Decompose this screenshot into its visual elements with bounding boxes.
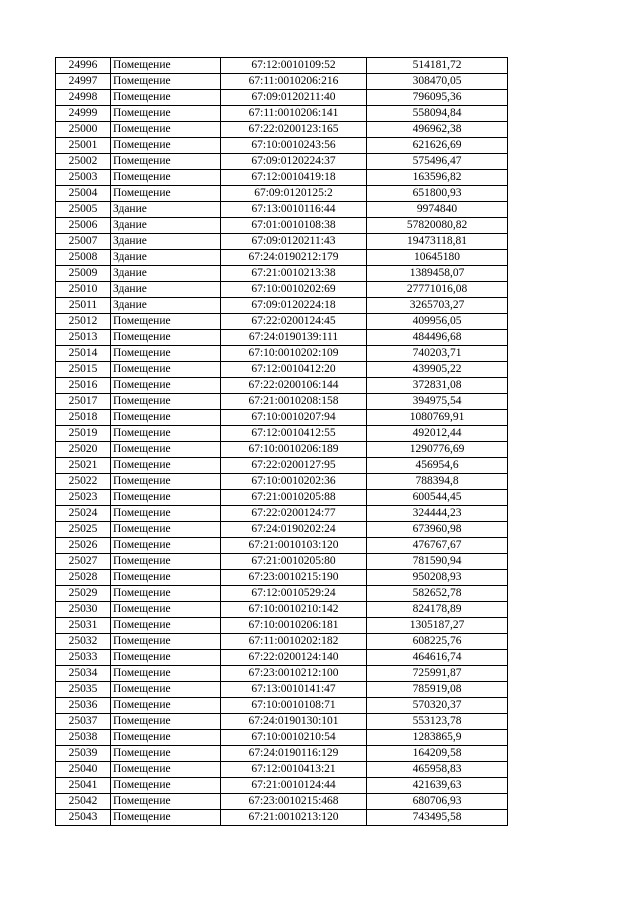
table-row [56, 618, 508, 634]
cadastral-value-cell: 19473118,81 [367, 234, 508, 250]
cadastral-number-cell: 67:09:0120211:40 [221, 90, 367, 106]
table-row [56, 218, 508, 234]
object-type-cell: Помещение [111, 522, 221, 538]
row-number-cell: 25017 [56, 394, 111, 410]
table-row [56, 122, 508, 138]
row-number-cell: 24999 [56, 106, 111, 122]
table-row [56, 698, 508, 714]
cadastral-value-cell: 10645180 [367, 250, 508, 266]
object-type-cell: Помещение [111, 586, 221, 602]
row-number-cell: 25019 [56, 426, 111, 442]
object-type-cell: Помещение [111, 794, 221, 810]
table-row [56, 602, 508, 618]
object-type-cell: Помещение [111, 778, 221, 794]
cadastral-number-cell: 67:21:0010124:44 [221, 778, 367, 794]
table-row [56, 458, 508, 474]
cadastral-value-cell: 673960,98 [367, 522, 508, 538]
cadastral-value-cell: 575496,47 [367, 154, 508, 170]
cadastral-value-cell: 621626,69 [367, 138, 508, 154]
cadastral-number-cell: 67:24:0190212:179 [221, 250, 367, 266]
row-number-cell: 25015 [56, 362, 111, 378]
cadastral-value-cell: 608225,76 [367, 634, 508, 650]
row-number-cell: 25005 [56, 202, 111, 218]
cadastral-value-cell: 394975,54 [367, 394, 508, 410]
cadastral-value-cell: 788394,8 [367, 474, 508, 490]
table-body [56, 58, 508, 826]
cadastral-value-cell: 372831,08 [367, 378, 508, 394]
object-type-cell: Помещение [111, 666, 221, 682]
object-type-cell: Помещение [111, 650, 221, 666]
cadastral-number-cell: 67:10:0010202:109 [221, 346, 367, 362]
row-number-cell: 25001 [56, 138, 111, 154]
table-row [56, 90, 508, 106]
cadastral-number-cell: 67:12:0010529:24 [221, 586, 367, 602]
object-type-cell: Помещение [111, 730, 221, 746]
object-type-cell: Помещение [111, 634, 221, 650]
row-number-cell: 25023 [56, 490, 111, 506]
row-number-cell: 25041 [56, 778, 111, 794]
cadastral-number-cell: 67:11:0010206:216 [221, 74, 367, 90]
row-number-cell: 24998 [56, 90, 111, 106]
object-type-cell: Помещение [111, 762, 221, 778]
table-row [56, 650, 508, 666]
row-number-cell: 25029 [56, 586, 111, 602]
cadastral-number-cell: 67:12:0010109:52 [221, 58, 367, 74]
object-type-cell: Здание [111, 202, 221, 218]
table-row [56, 58, 508, 74]
object-type-cell: Помещение [111, 538, 221, 554]
row-number-cell: 25021 [56, 458, 111, 474]
cadastral-number-cell: 67:11:0010202:182 [221, 634, 367, 650]
object-type-cell: Помещение [111, 698, 221, 714]
cadastral-value-cell: 796095,36 [367, 90, 508, 106]
table-row [56, 138, 508, 154]
cadastral-value-cell: 496962,38 [367, 122, 508, 138]
table-row [56, 666, 508, 682]
cadastral-value-cell: 781590,94 [367, 554, 508, 570]
cadastral-value-cell: 27771016,08 [367, 282, 508, 298]
cadastral-number-cell: 67:12:0010419:18 [221, 170, 367, 186]
row-number-cell: 25011 [56, 298, 111, 314]
cadastral-value-cell: 950208,93 [367, 570, 508, 586]
object-type-cell: Помещение [111, 458, 221, 474]
cadastral-value-cell: 785919,08 [367, 682, 508, 698]
cadastral-value-cell: 1283865,9 [367, 730, 508, 746]
table-row [56, 394, 508, 410]
cadastral-number-cell: 67:09:0120224:18 [221, 298, 367, 314]
object-type-cell: Помещение [111, 442, 221, 458]
cadastral-number-cell: 67:21:0010208:158 [221, 394, 367, 410]
cadastral-value-cell: 570320,37 [367, 698, 508, 714]
cadastral-number-cell: 67:13:0010116:44 [221, 202, 367, 218]
cadastral-number-cell: 67:12:0010413:21 [221, 762, 367, 778]
cadastral-number-cell: 67:23:0010215:468 [221, 794, 367, 810]
table-row [56, 570, 508, 586]
table-row [56, 170, 508, 186]
table-row [56, 426, 508, 442]
cadastral-number-cell: 67:10:0010243:56 [221, 138, 367, 154]
object-type-cell: Здание [111, 218, 221, 234]
row-number-cell: 25009 [56, 266, 111, 282]
row-number-cell: 25002 [56, 154, 111, 170]
row-number-cell: 25039 [56, 746, 111, 762]
cadastral-value-cell: 553123,78 [367, 714, 508, 730]
table-row [56, 282, 508, 298]
row-number-cell: 25020 [56, 442, 111, 458]
cadastral-value-cell: 740203,71 [367, 346, 508, 362]
object-type-cell: Помещение [111, 714, 221, 730]
cadastral-number-cell: 67:10:0010210:54 [221, 730, 367, 746]
object-type-cell: Помещение [111, 394, 221, 410]
row-number-cell: 25030 [56, 602, 111, 618]
cadastral-number-cell: 67:11:0010206:141 [221, 106, 367, 122]
cadastral-value-cell: 651800,93 [367, 186, 508, 202]
row-number-cell: 25034 [56, 666, 111, 682]
property-table [55, 57, 508, 826]
row-number-cell: 25037 [56, 714, 111, 730]
cadastral-number-cell: 67:22:0200123:165 [221, 122, 367, 138]
object-type-cell: Помещение [111, 122, 221, 138]
object-type-cell: Помещение [111, 314, 221, 330]
object-type-cell: Помещение [111, 490, 221, 506]
row-number-cell: 25018 [56, 410, 111, 426]
cadastral-number-cell: 67:10:0010202:36 [221, 474, 367, 490]
object-type-cell: Помещение [111, 506, 221, 522]
cadastral-number-cell: 67:10:0010207:94 [221, 410, 367, 426]
cadastral-number-cell: 67:22:0200124:45 [221, 314, 367, 330]
cadastral-value-cell: 164209,58 [367, 746, 508, 762]
cadastral-number-cell: 67:22:0200124:77 [221, 506, 367, 522]
cadastral-value-cell: 9974840 [367, 202, 508, 218]
cadastral-value-cell: 600544,45 [367, 490, 508, 506]
table-row [56, 74, 508, 90]
cadastral-number-cell: 67:13:0010141:47 [221, 682, 367, 698]
row-number-cell: 25008 [56, 250, 111, 266]
object-type-cell: Помещение [111, 186, 221, 202]
cadastral-value-cell: 824178,89 [367, 602, 508, 618]
cadastral-number-cell: 67:21:0010205:88 [221, 490, 367, 506]
table-row [56, 106, 508, 122]
row-number-cell: 24997 [56, 74, 111, 90]
object-type-cell: Здание [111, 266, 221, 282]
cadastral-value-cell: 308470,05 [367, 74, 508, 90]
row-number-cell: 25026 [56, 538, 111, 554]
table-row [56, 634, 508, 650]
row-number-cell: 25033 [56, 650, 111, 666]
cadastral-value-cell: 1305187,27 [367, 618, 508, 634]
cadastral-value-cell: 465958,83 [367, 762, 508, 778]
table-row [56, 154, 508, 170]
table-row [56, 538, 508, 554]
cadastral-number-cell: 67:09:0120224:37 [221, 154, 367, 170]
object-type-cell: Помещение [111, 618, 221, 634]
row-number-cell: 24996 [56, 58, 111, 74]
object-type-cell: Помещение [111, 570, 221, 586]
cadastral-number-cell: 67:23:0010212:100 [221, 666, 367, 682]
cadastral-number-cell: 67:12:0010412:55 [221, 426, 367, 442]
object-type-cell: Помещение [111, 74, 221, 90]
cadastral-number-cell: 67:21:0010205:80 [221, 554, 367, 570]
table-row [56, 490, 508, 506]
object-type-cell: Здание [111, 298, 221, 314]
cadastral-value-cell: 409956,05 [367, 314, 508, 330]
cadastral-value-cell: 558094,84 [367, 106, 508, 122]
object-type-cell: Помещение [111, 154, 221, 170]
cadastral-value-cell: 1389458,07 [367, 266, 508, 282]
cadastral-value-cell: 464616,74 [367, 650, 508, 666]
row-number-cell: 25028 [56, 570, 111, 586]
row-number-cell: 25014 [56, 346, 111, 362]
cadastral-number-cell: 67:12:0010412:20 [221, 362, 367, 378]
cadastral-number-cell: 67:22:0200124:140 [221, 650, 367, 666]
cadastral-number-cell: 67:09:0120125:2 [221, 186, 367, 202]
object-type-cell: Помещение [111, 746, 221, 762]
cadastral-number-cell: 67:10:0010206:181 [221, 618, 367, 634]
object-type-cell: Помещение [111, 554, 221, 570]
row-number-cell: 25027 [56, 554, 111, 570]
cadastral-value-cell: 514181,72 [367, 58, 508, 74]
table-row [56, 202, 508, 218]
cadastral-number-cell: 67:21:0010213:38 [221, 266, 367, 282]
object-type-cell: Помещение [111, 138, 221, 154]
cadastral-number-cell: 67:24:0190139:111 [221, 330, 367, 346]
cadastral-number-cell: 67:01:0010108:38 [221, 218, 367, 234]
cadastral-number-cell: 67:10:0010202:69 [221, 282, 367, 298]
row-number-cell: 25003 [56, 170, 111, 186]
table-row [56, 250, 508, 266]
row-number-cell: 25006 [56, 218, 111, 234]
cadastral-value-cell: 439905,22 [367, 362, 508, 378]
cadastral-value-cell: 57820080,82 [367, 218, 508, 234]
table-row [56, 762, 508, 778]
table-row [56, 586, 508, 602]
table-row [56, 810, 508, 826]
table-row [56, 234, 508, 250]
table-row [56, 730, 508, 746]
cadastral-number-cell: 67:24:0190130:101 [221, 714, 367, 730]
cadastral-number-cell: 67:22:0200106:144 [221, 378, 367, 394]
cadastral-value-cell: 1080769,91 [367, 410, 508, 426]
cadastral-number-cell: 67:23:0010215:190 [221, 570, 367, 586]
row-number-cell: 25016 [56, 378, 111, 394]
row-number-cell: 25043 [56, 810, 111, 826]
row-number-cell: 25013 [56, 330, 111, 346]
table-row [56, 298, 508, 314]
cadastral-value-cell: 456954,6 [367, 458, 508, 474]
object-type-cell: Здание [111, 234, 221, 250]
object-type-cell: Помещение [111, 474, 221, 490]
table-row [56, 474, 508, 490]
table-row [56, 682, 508, 698]
object-type-cell: Здание [111, 250, 221, 266]
table-row [56, 378, 508, 394]
cadastral-value-cell: 725991,87 [367, 666, 508, 682]
row-number-cell: 25012 [56, 314, 111, 330]
row-number-cell: 25035 [56, 682, 111, 698]
object-type-cell: Помещение [111, 90, 221, 106]
object-type-cell: Помещение [111, 410, 221, 426]
object-type-cell: Помещение [111, 330, 221, 346]
cadastral-number-cell: 67:22:0200127:95 [221, 458, 367, 474]
cadastral-value-cell: 484496,68 [367, 330, 508, 346]
table-row [56, 522, 508, 538]
object-type-cell: Помещение [111, 810, 221, 826]
row-number-cell: 25000 [56, 122, 111, 138]
object-type-cell: Здание [111, 282, 221, 298]
object-type-cell: Помещение [111, 378, 221, 394]
row-number-cell: 25010 [56, 282, 111, 298]
table-row [56, 746, 508, 762]
cadastral-value-cell: 680706,93 [367, 794, 508, 810]
cadastral-number-cell: 67:09:0120211:43 [221, 234, 367, 250]
table-row [56, 314, 508, 330]
cadastral-value-cell: 492012,44 [367, 426, 508, 442]
cadastral-value-cell: 743495,58 [367, 810, 508, 826]
cadastral-number-cell: 67:21:0010213:120 [221, 810, 367, 826]
cadastral-value-cell: 3265703,27 [367, 298, 508, 314]
row-number-cell: 25042 [56, 794, 111, 810]
table-row [56, 778, 508, 794]
table-row [56, 442, 508, 458]
object-type-cell: Помещение [111, 362, 221, 378]
row-number-cell: 25022 [56, 474, 111, 490]
cadastral-number-cell: 67:24:0190202:24 [221, 522, 367, 538]
row-number-cell: 25036 [56, 698, 111, 714]
table-row [56, 554, 508, 570]
object-type-cell: Помещение [111, 426, 221, 442]
table-row [56, 362, 508, 378]
row-number-cell: 25038 [56, 730, 111, 746]
row-number-cell: 25040 [56, 762, 111, 778]
cadastral-value-cell: 163596,82 [367, 170, 508, 186]
table-row [56, 794, 508, 810]
cadastral-value-cell: 1290776,69 [367, 442, 508, 458]
cadastral-value-cell: 324444,23 [367, 506, 508, 522]
table-row [56, 714, 508, 730]
table-row [56, 346, 508, 362]
cadastral-number-cell: 67:21:0010103:120 [221, 538, 367, 554]
row-number-cell: 25031 [56, 618, 111, 634]
row-number-cell: 25024 [56, 506, 111, 522]
cadastral-number-cell: 67:10:0010206:189 [221, 442, 367, 458]
row-number-cell: 25007 [56, 234, 111, 250]
cadastral-number-cell: 67:10:0010108:71 [221, 698, 367, 714]
object-type-cell: Помещение [111, 106, 221, 122]
object-type-cell: Помещение [111, 170, 221, 186]
table-row [56, 410, 508, 426]
object-type-cell: Помещение [111, 58, 221, 74]
row-number-cell: 25032 [56, 634, 111, 650]
table-row [56, 266, 508, 282]
cadastral-value-cell: 582652,78 [367, 586, 508, 602]
cadastral-number-cell: 67:24:0190116:129 [221, 746, 367, 762]
object-type-cell: Помещение [111, 346, 221, 362]
object-type-cell: Помещение [111, 682, 221, 698]
object-type-cell: Помещение [111, 602, 221, 618]
row-number-cell: 25025 [56, 522, 111, 538]
table-row [56, 330, 508, 346]
table-row [56, 506, 508, 522]
table-row [56, 186, 508, 202]
cadastral-value-cell: 421639,63 [367, 778, 508, 794]
cadastral-number-cell: 67:10:0010210:142 [221, 602, 367, 618]
row-number-cell: 25004 [56, 186, 111, 202]
cadastral-value-cell: 476767,67 [367, 538, 508, 554]
